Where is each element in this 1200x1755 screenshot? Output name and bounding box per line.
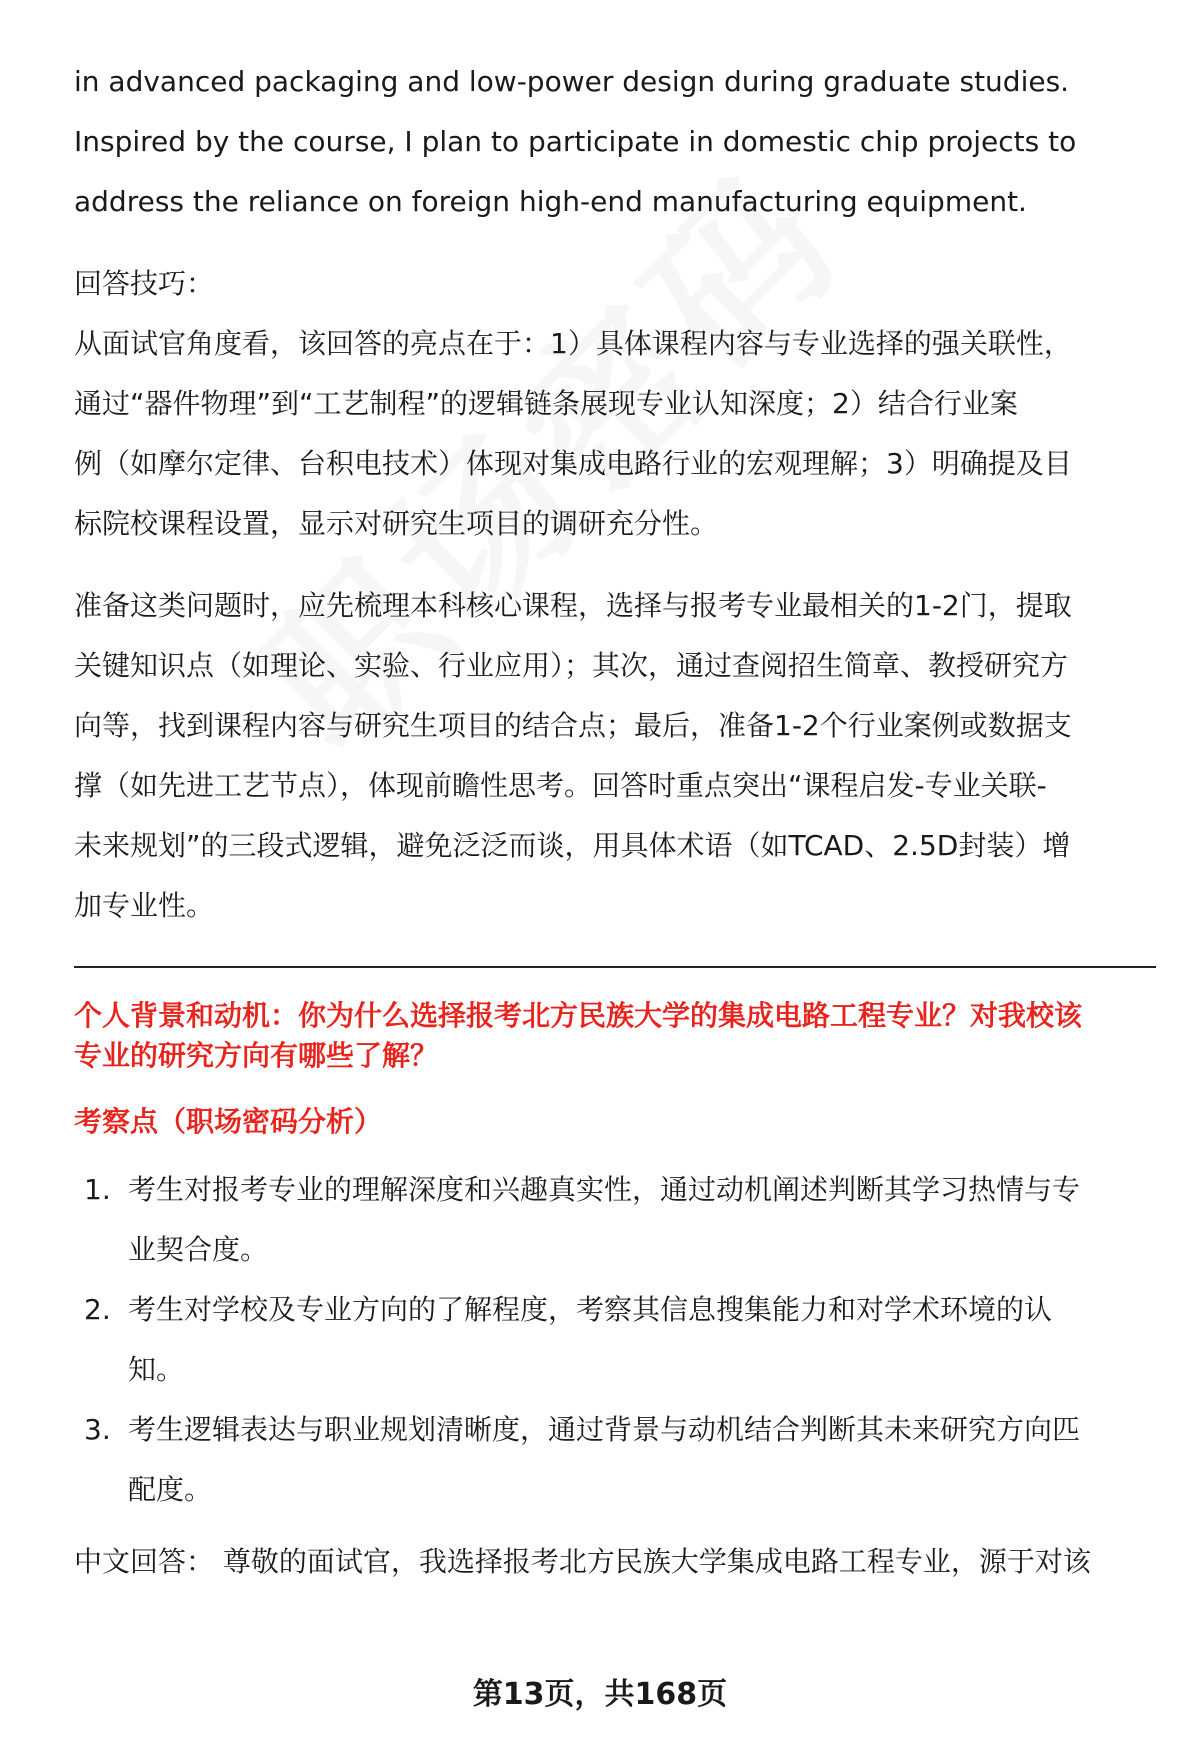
assessment-points-list xyxy=(74,1160,1156,1520)
answer-line: 中文回答： 尊敬的面试官，我选择报考北方民族大学集成电路工程专业，源于对该 xyxy=(74,1545,1091,1578)
prep-line: 向等，找到课程内容与研究生项目的结合点；最后，准备1-2个行业案例或数据支 xyxy=(74,709,1072,742)
intro-line: address the reliance on foreign high-end manufacturing equipment. xyxy=(74,185,1027,218)
list-item-line: 考生对报考专业的理解深度和兴趣真实性，通过动机阐述判断其学习热情与专 xyxy=(128,1173,1081,1206)
list-item xyxy=(74,1280,1156,1400)
list-item xyxy=(74,1160,1156,1280)
document-body xyxy=(74,52,1156,1592)
prep-paragraph xyxy=(74,576,1156,936)
list-item-line: 知。 xyxy=(128,1353,185,1386)
list-item-number: 3. xyxy=(84,1413,111,1446)
answer-paragraph xyxy=(74,1532,1156,1592)
intro-line: Inspired by the course, I plan to participate in domestic chip projects to xyxy=(74,125,1077,158)
list-item-line: 考生逻辑表达与职业规划清晰度，通过背景与动机结合判断其未来研究方向匹 xyxy=(128,1413,1081,1446)
intro-line: in advanced packaging and low-power design during graduate studies. xyxy=(74,65,1070,98)
list-item xyxy=(74,1400,1156,1520)
tips-line: 标院校课程设置，显示对研究生项目的调研充分性。 xyxy=(74,507,719,540)
question-line: 专业的研究方向有哪些了解？ xyxy=(74,1039,439,1072)
list-item-line: 配度。 xyxy=(128,1473,213,1506)
section-divider xyxy=(74,966,1156,968)
tips-line: 通过“器件物理”到“工艺制程”的逻辑链条展现专业认知深度；2）结合行业案 xyxy=(74,387,1018,420)
prep-line: 关键知识点（如理论、实验、行业应用）；其次，通过查阅招生简章、教授研究方 xyxy=(74,649,1069,682)
page-number: 第13页，共168页 xyxy=(472,1677,728,1712)
intro-paragraph xyxy=(74,52,1156,232)
section-title: 考察点（职场密码分析） xyxy=(74,1105,383,1138)
tips-label: 回答技巧： xyxy=(74,267,215,300)
list-item-number: 1. xyxy=(84,1173,111,1206)
list-item-line: 考生对学校及专业方向的了解程度，考察其信息搜集能力和对学术环境的认 xyxy=(128,1293,1053,1326)
prep-line: 撑（如先进工艺节点），体现前瞻性思考。回答时重点突出“课程启发-专业关联- xyxy=(74,769,1047,802)
list-item-line: 业契合度。 xyxy=(128,1233,269,1266)
tips-line: 从面试官角度看，该回答的亮点在于：1）具体课程内容与专业选择的强关联性， xyxy=(74,327,1072,360)
prep-line: 加专业性。 xyxy=(74,889,215,922)
prep-line: 准备这类问题时，应先梳理本科核心课程，选择与报考专业最相关的1-2门，提取 xyxy=(74,589,1072,622)
prep-line: 未来规划”的三段式逻辑，避免泛泛而谈，用具体术语（如TCAD、2.5D封装）增 xyxy=(74,829,1071,862)
question-heading xyxy=(74,996,1156,1076)
tips-paragraph xyxy=(74,254,1156,554)
tips-line: 例（如摩尔定律、台积电技术）体现对集成电路行业的宏观理解；3）明确提及目 xyxy=(74,447,1072,480)
question-line: 个人背景和动机：你为什么选择报考北方民族大学的集成电路工程专业？对我校该 xyxy=(74,999,1083,1032)
list-item-number: 2. xyxy=(84,1293,111,1326)
